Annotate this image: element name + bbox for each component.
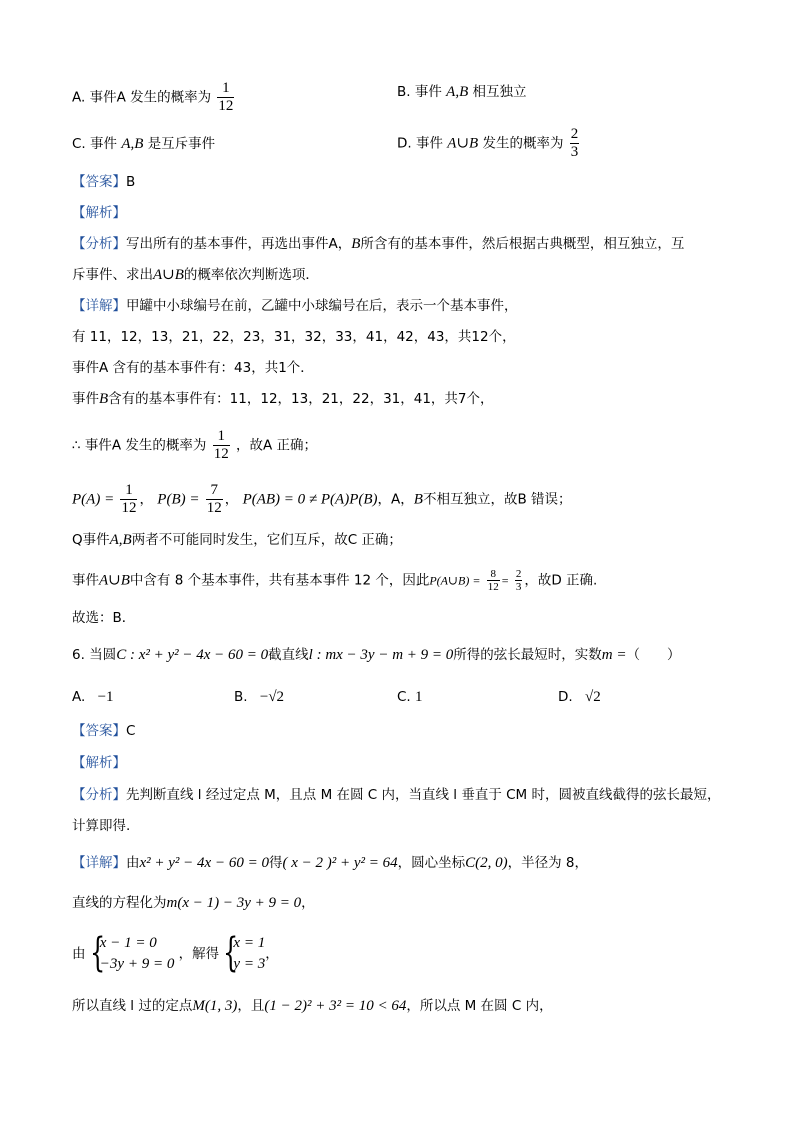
q5-conclusion: 故选：B．: [72, 610, 136, 626]
equation-system: { x − 1 = 0 −3y + 9 = 0: [89, 930, 175, 976]
q5-xiangjie-line6: P(A) = $\frac{1}{12}$ ， P(B) = $\frac{7}{12}$ ， P(AB) = 0 ≠ P(A)P(B)，A，B不相互独立，故B 错误；: [72, 482, 572, 516]
q6-xiangjie-line1: 【详解】由x² + y² − 4x − 60 = 0得( x − 2 )² + y² = 64，圆心坐标C(2, 0)，半径为 8，: [72, 855, 589, 871]
q6-option-a: A. −1: [72, 689, 114, 705]
option-text: 事件A 发生的概率为: [89, 89, 212, 106]
q6-xiangjie-line3: 由 { x − 1 = 0 −3y + 9 = 0 ，解得 { x = 1 y = 3 ，: [72, 930, 279, 976]
fraction: $\frac{1}{12}$: [121, 482, 137, 516]
q5-fenxi-line1: 【分析】写出所有的基本事件，再选出事件A，B所含有的基本事件，然后根据古典概型，相互独立，互: [72, 236, 685, 252]
q5-xiangjie-line7: Q事件A,B两者不可能同时发生，它们互斥，故C 正确；: [72, 532, 402, 548]
option-d: D. 事件 A∪B 发生的概率为 $\frac{2}{3}$: [397, 126, 579, 160]
q5-answer: 【答案】B: [72, 174, 136, 190]
fraction: $\frac{2}{3}$: [570, 126, 579, 160]
q6-xiangjie-line4: 所以直线 l 过的定点M(1, 3)，且(1 − 2)² + 3² = 10 < 64，所以点 M 在圆 C 内，: [72, 998, 553, 1014]
q5-xiangjie-line4: 事件B含有的基本事件有：11，12，13，21，22，31，41，共7个，: [72, 391, 494, 407]
fraction: $\frac{1}{12}$: [218, 80, 234, 114]
option-label: A.: [72, 89, 86, 106]
q5-xiangjie-line3: 事件A 含有的基本事件有：43，共1个．: [72, 360, 314, 376]
fraction: $\frac{7}{12}$: [206, 482, 222, 516]
q6-analysis-tag: 【解析】: [72, 755, 126, 771]
q6-answer: 【答案】C: [72, 723, 136, 739]
q5-analysis-tag: 【解析】: [72, 205, 126, 221]
q6-fenxi-line2: 计算即得.: [72, 818, 131, 834]
equation-system: { x = 1 y = 3: [223, 930, 266, 976]
q5-fenxi-line2: 斥事件、求出A∪B的概率依次判断选项．: [72, 267, 319, 283]
option-c: C. 事件 A,B 是互斥事件: [72, 136, 216, 152]
q6-option-c: C. 1: [397, 689, 423, 705]
q5-xiangjie-line8: 事件A∪B中含有 8 个基本事件，共有基本事件 12 个，因此P(A∪B) = $\frac{8}{12}$ = $\frac{2}{3}$ ，故D 正确.: [72, 568, 598, 593]
fraction: $\frac{2}{3}$: [515, 568, 522, 593]
option-a: [72, 80, 236, 115]
q6-stem: 6. 当圆C : x² + y² − 4x − 60 = 0截直线l : mx − 3y − m + 9 = 0所得的弦长最短时，实数m =（ ）: [72, 647, 681, 663]
brace: {: [89, 930, 106, 976]
q5-xiangjie-line1: 【详解】甲罐中小球编号在前，乙罐中小球编号在后，表示一个基本事件，: [72, 298, 518, 314]
q6-option-b: B. −√2: [234, 689, 285, 705]
brace: {: [223, 930, 239, 976]
q6-option-d: D. √2: [558, 689, 601, 705]
fraction: $\frac{1}{12}$: [213, 428, 229, 462]
q6-xiangjie-line2: 直线的方程化为m(x − 1) − 3y + 9 = 0，: [72, 895, 315, 911]
q5-xiangjie-line2: 有 11，12，13，21，22，23，31，32，33，41，42，43，共12个，: [72, 329, 516, 345]
q6-fenxi-line1: 【分析】先判断直线 l 经过定点 M，且点 M 在圆 C 内，当直线 l 垂直于 CM 时，圆被直线截得的弦长最短，: [72, 787, 721, 803]
q5-xiangjie-line5: ∴ 事件A 发生的概率为 $\frac{1}{12}$ ，故A 正确；: [72, 428, 318, 462]
option-b: B. 事件 A,B 相互独立: [397, 84, 527, 100]
fraction: $\frac{8}{12}$: [487, 568, 499, 593]
